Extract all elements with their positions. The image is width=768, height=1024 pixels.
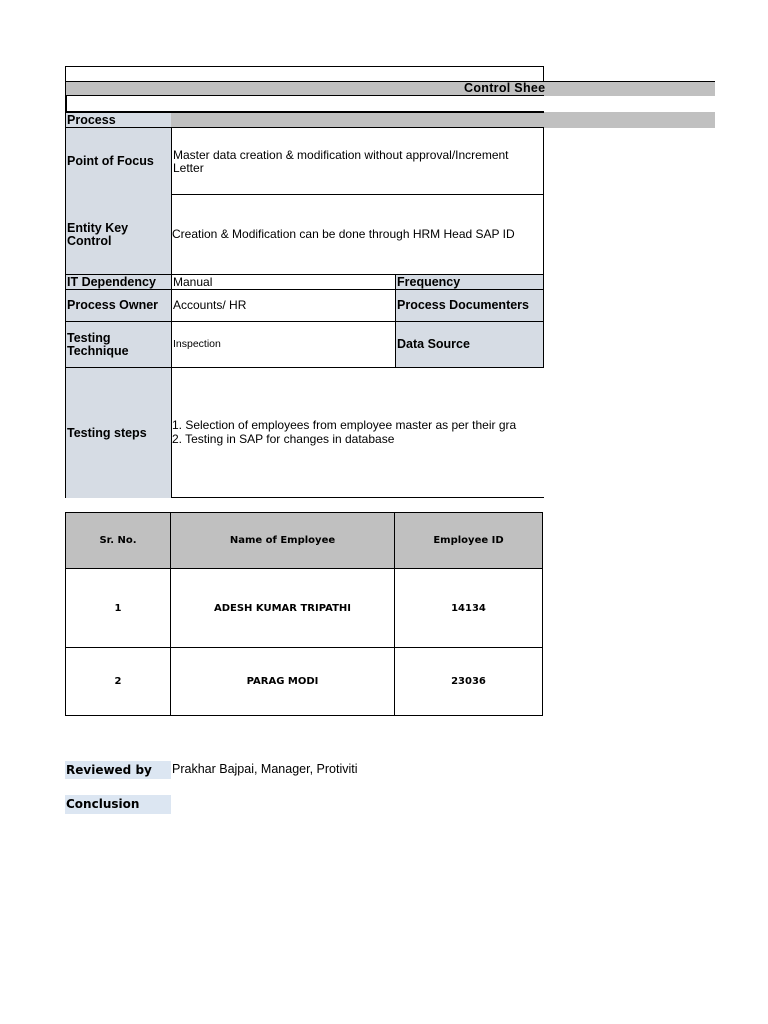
process-value-frame (171, 112, 544, 128)
testing-step-2: 2. Testing in SAP for changes in database (172, 432, 395, 446)
it-dependency-value: Manual (171, 274, 396, 290)
table-header-name: Name of Employee (170, 512, 395, 569)
point-of-focus-label: Point of Focus (65, 127, 172, 195)
frequency-label: Frequency (395, 274, 544, 290)
sheet-title: Control Shee (464, 81, 546, 95)
table-row-2-name: PARAG MODI (170, 647, 395, 716)
testing-technique-value: Inspection (171, 321, 396, 368)
data-source-label: Data Source (395, 321, 544, 368)
table-row-2-employee-id: 23036 (394, 647, 543, 716)
testing-step-1: 1. Selection of employees from employee master as per their gra (172, 418, 517, 432)
entity-key-control-label-2: Control (67, 233, 112, 248)
entity-key-control-value: Creation & Modification can be done through HRM Head SAP ID (171, 194, 544, 275)
point-of-focus-text-1: Master data creation & modification without approval/Increment (173, 148, 509, 162)
testing-steps-value (171, 367, 544, 498)
process-owner-value: Accounts/ HR (171, 289, 396, 322)
testing-technique-label-1: Testing (67, 330, 111, 345)
table-row-1-name: ADESH KUMAR TRIPATHI (170, 568, 395, 648)
table-header-employee-id: Employee ID (394, 512, 543, 569)
reviewed-by-value: Prakhar Bajpai, Manager, Protiviti (172, 762, 358, 776)
conclusion-label: Conclusion (65, 795, 171, 814)
process-owner-label: Process Owner (65, 289, 172, 322)
entity-key-control-label-1: Entity Key (67, 220, 129, 235)
table-row-1-employee-id: 14134 (394, 568, 543, 648)
testing-technique-label (65, 321, 172, 368)
process-documenters-label: Process Documenters (395, 289, 544, 322)
table-row-1-sr-no: 1 (65, 568, 171, 648)
entity-key-control-label (65, 194, 172, 275)
blank-row (65, 96, 544, 112)
point-of-focus-value (171, 127, 544, 195)
testing-steps-label: Testing steps (65, 367, 172, 498)
table-row-2-sr-no: 2 (65, 647, 171, 716)
reviewed-by-label: Reviewed by (65, 761, 171, 779)
testing-technique-label-2: Technique (67, 343, 129, 358)
it-dependency-label: IT Dependency (65, 274, 172, 290)
employee-table (65, 512, 543, 716)
top-border-row (65, 66, 544, 82)
process-label: Process (65, 112, 172, 128)
point-of-focus-text-2: Letter (173, 161, 204, 175)
table-header-sr-no: Sr. No. (65, 512, 171, 569)
